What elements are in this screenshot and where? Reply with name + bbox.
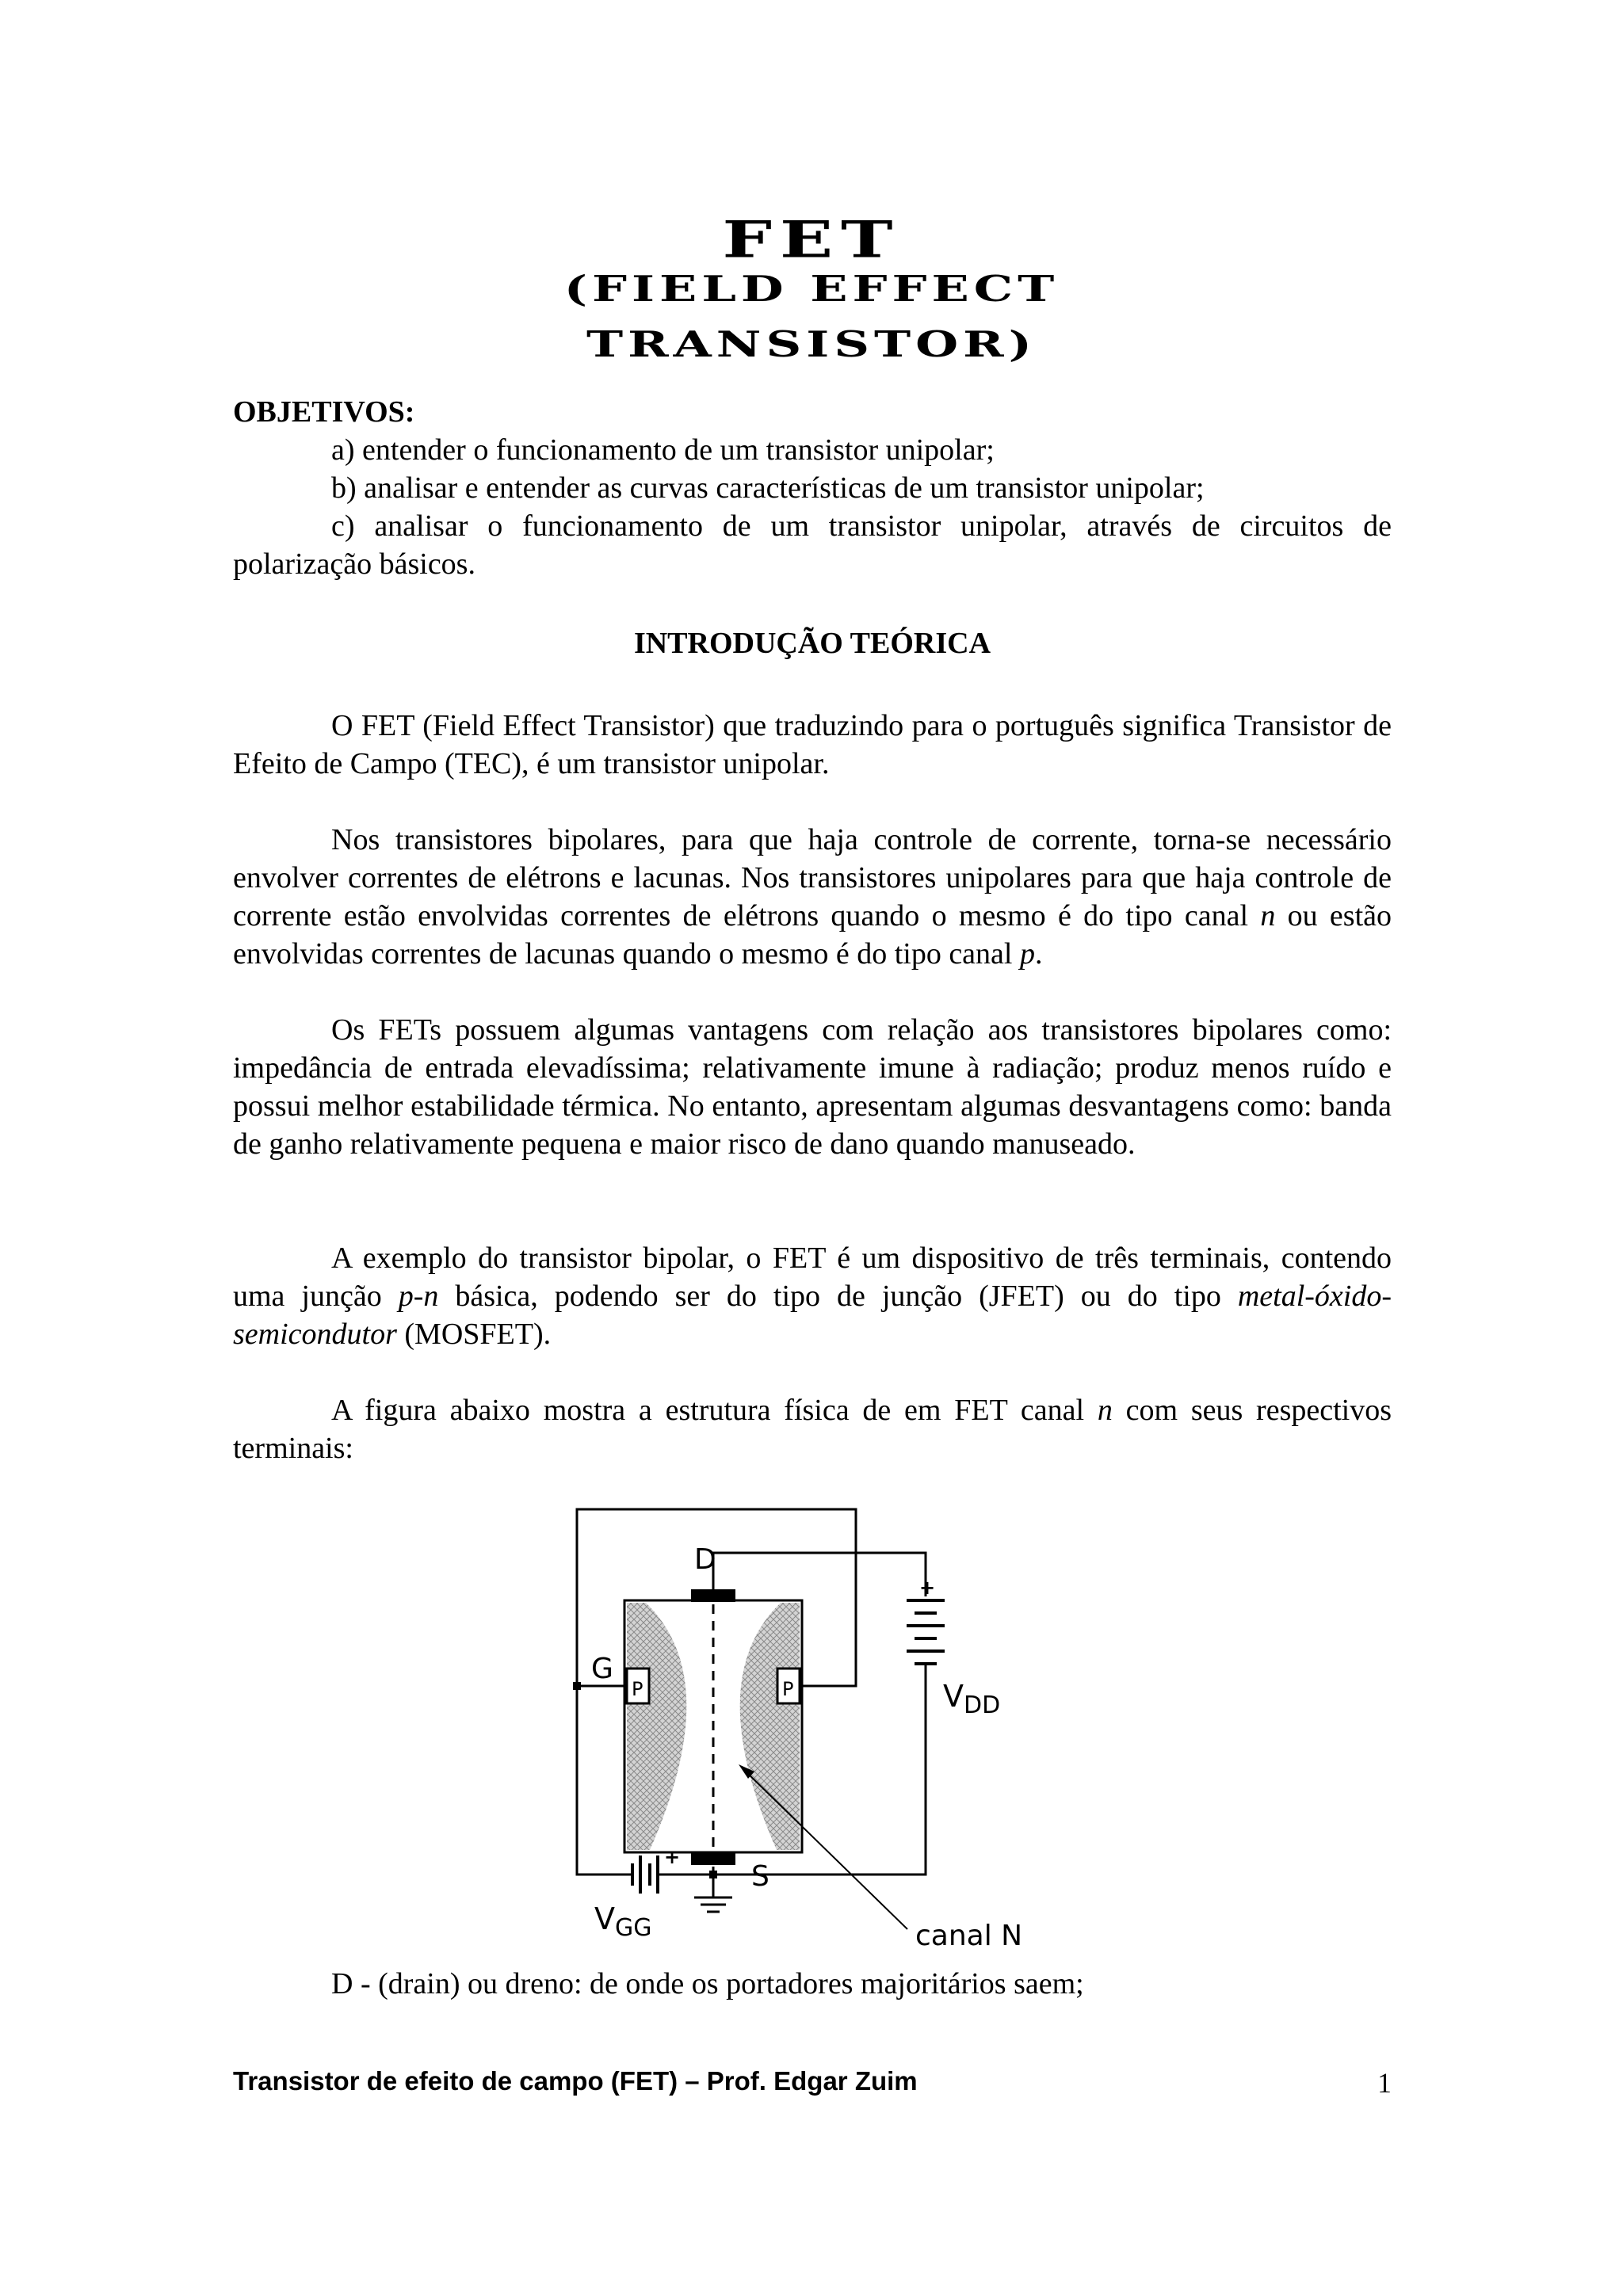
paragraph-5: A figura abaixo mostra a estrutura física de em FET canal n com seus respectivos terminais: — [233, 1394, 1392, 1465]
label-vdd-plus: + — [919, 1577, 936, 1599]
objective-a: a) entender o funcionamento de um transistor unipolar; — [331, 433, 995, 467]
paragraph-1: O FET (Field Effect Transistor) que traduzindo para o português significa Transistor de Efeito de Campo (TEC), é um transistor unipolar. — [233, 709, 1392, 780]
objective-c: c) analisar o funcionamento de um transistor unipolar, através de circuitos de polarização básicos. — [233, 509, 1392, 581]
intro-heading: INTRODUÇÃO TEÓRICA — [633, 627, 991, 660]
label-drain: D — [694, 1543, 716, 1576]
title-main: FET — [722, 209, 901, 269]
wire-drain-vdd — [713, 1553, 926, 1596]
paragraph-4: A exemplo do transistor bipolar, o FET é um dispositivo de três terminais, contendo uma junção p-n básica, podendo ser do tipo de junção (JFET) ou do tipo metal-óxido-semicondutor (MOSFET). — [233, 1241, 1392, 1351]
source-contact — [691, 1852, 735, 1865]
label-vdd: $V_{DD}$ — [943, 1679, 1001, 1719]
drain-contact — [691, 1589, 735, 1602]
paragraph-2: Nos transistores bipolares, para que haja controle de corrente, torna-se necessário envolver correntes de elétrons e lacunas. Nos transistores unipolares para que haja controle de corrente estão envolvidas correntes de elétrons quando o mesmo é do tipo canal n ou estão envolvidas correntes de lacunas quando o mesmo é do tipo canal p. — [233, 823, 1392, 971]
label-p-left: P — [632, 1678, 643, 1700]
page-number: 1 — [1377, 2067, 1392, 2099]
objective-b: b) analisar e entender as curvas características de um transistor unipolar; — [331, 471, 1205, 505]
label-vgg: $V_{GG}$ — [594, 1901, 652, 1942]
vdd-battery — [907, 1600, 945, 1664]
label-source: S — [751, 1860, 769, 1893]
drain-description: D - (drain) ou dreno: de onde os portadores majoritários saem; — [331, 1967, 1084, 2000]
page-footer — [233, 2066, 1392, 2104]
footer-text: Transistor de efeito de campo (FET) – Prof. Edgar Zuim — [233, 2066, 918, 2096]
ground-symbol — [694, 1897, 732, 1912]
label-p-right: P — [782, 1678, 794, 1700]
title-line-3: TRANSISTOR) — [586, 323, 1037, 365]
objectives-label: OBJETIVOS: — [233, 395, 415, 429]
label-vgg-plus: + — [664, 1846, 681, 1868]
fet-structure-diagram — [555, 1489, 1109, 1949]
title-line-2: (FIELD EFFECT — [563, 268, 1060, 310]
label-gate: G — [591, 1653, 613, 1685]
label-channel: canal N — [915, 1920, 1023, 1949]
vgg-battery — [632, 1855, 658, 1894]
paragraph-3: Os FETs possuem algumas vantagens com relação aos transistores bipolares como: impedância de entrada elevadíssima; relativamente imune à radiação; produz menos ruído e possui melhor estabilidade térmica. No entanto, apresentam algumas desvantagens como: banda de ganho relativamente pequena e maior risco de dano quando manuseado. — [233, 1013, 1392, 1161]
